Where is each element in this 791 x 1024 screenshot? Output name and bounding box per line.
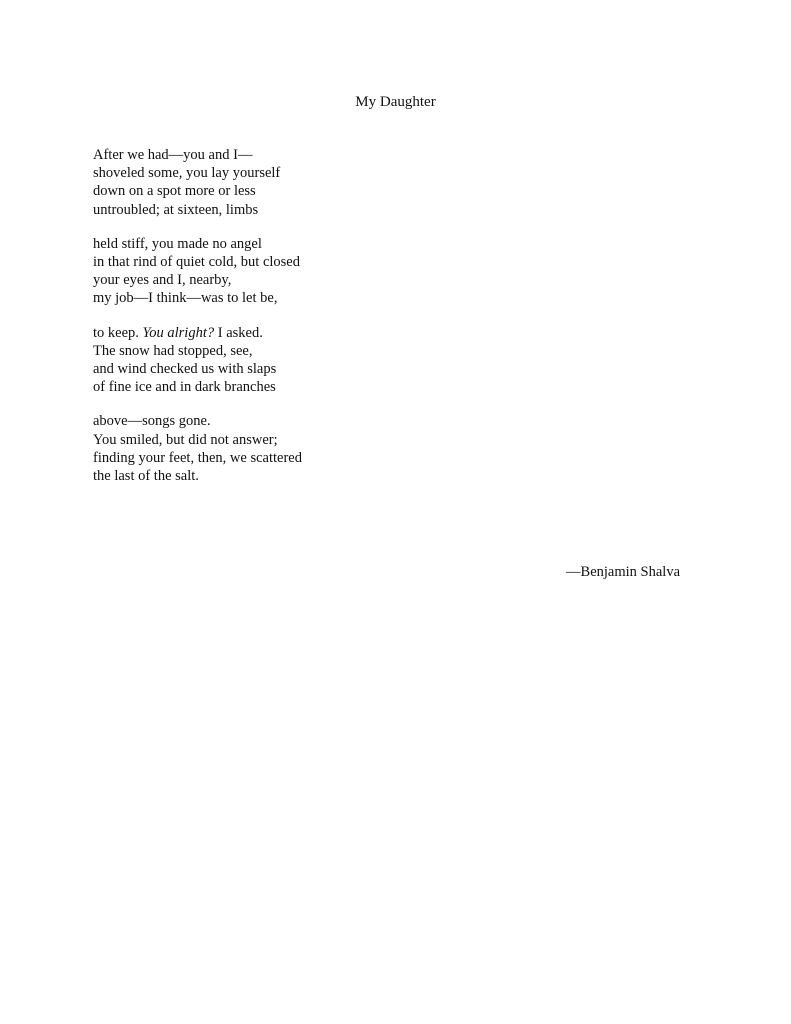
poem-line: finding your feet, then, we scattered (93, 449, 302, 466)
poem-line: shoveled some, you lay yourself (93, 165, 281, 182)
line-text: to keep. (93, 324, 143, 341)
stanza-1 (93, 146, 513, 219)
poem-line: The snow had stopped, see, (93, 342, 253, 359)
poem-body (93, 146, 513, 501)
poem-line: in that rind of quiet cold, but closed (93, 254, 300, 271)
line-text: I asked. (214, 324, 263, 341)
poem-title: My Daughter (355, 94, 436, 110)
poem-line: You smiled, but did not answer; (93, 431, 278, 448)
poem-line: of fine ice and in dark branches (93, 379, 276, 396)
poem-line (93, 324, 513, 342)
poem-line: my job—I think—was to let be, (93, 290, 278, 307)
author-attribution: —Benjamin Shalva (566, 564, 680, 580)
poem-line: After we had—you and I— (93, 147, 253, 163)
poem-line: the last of the salt. (93, 468, 199, 485)
stanza-2 (93, 235, 513, 308)
poem-line: your eyes and I, nearby, (93, 272, 232, 289)
italic-question: You alright? (142, 324, 215, 341)
poem-line: untroubled; at sixteen, limbs (93, 201, 259, 218)
poem-line: and wind checked us with slaps (93, 361, 277, 378)
stanza-3 (93, 324, 513, 397)
poem-line: held stiff, you made no angel (93, 235, 262, 252)
poem-line: down on a spot more or less (93, 183, 256, 200)
stanza-4 (93, 412, 513, 485)
poem-line: above—songs gone. (93, 413, 211, 430)
